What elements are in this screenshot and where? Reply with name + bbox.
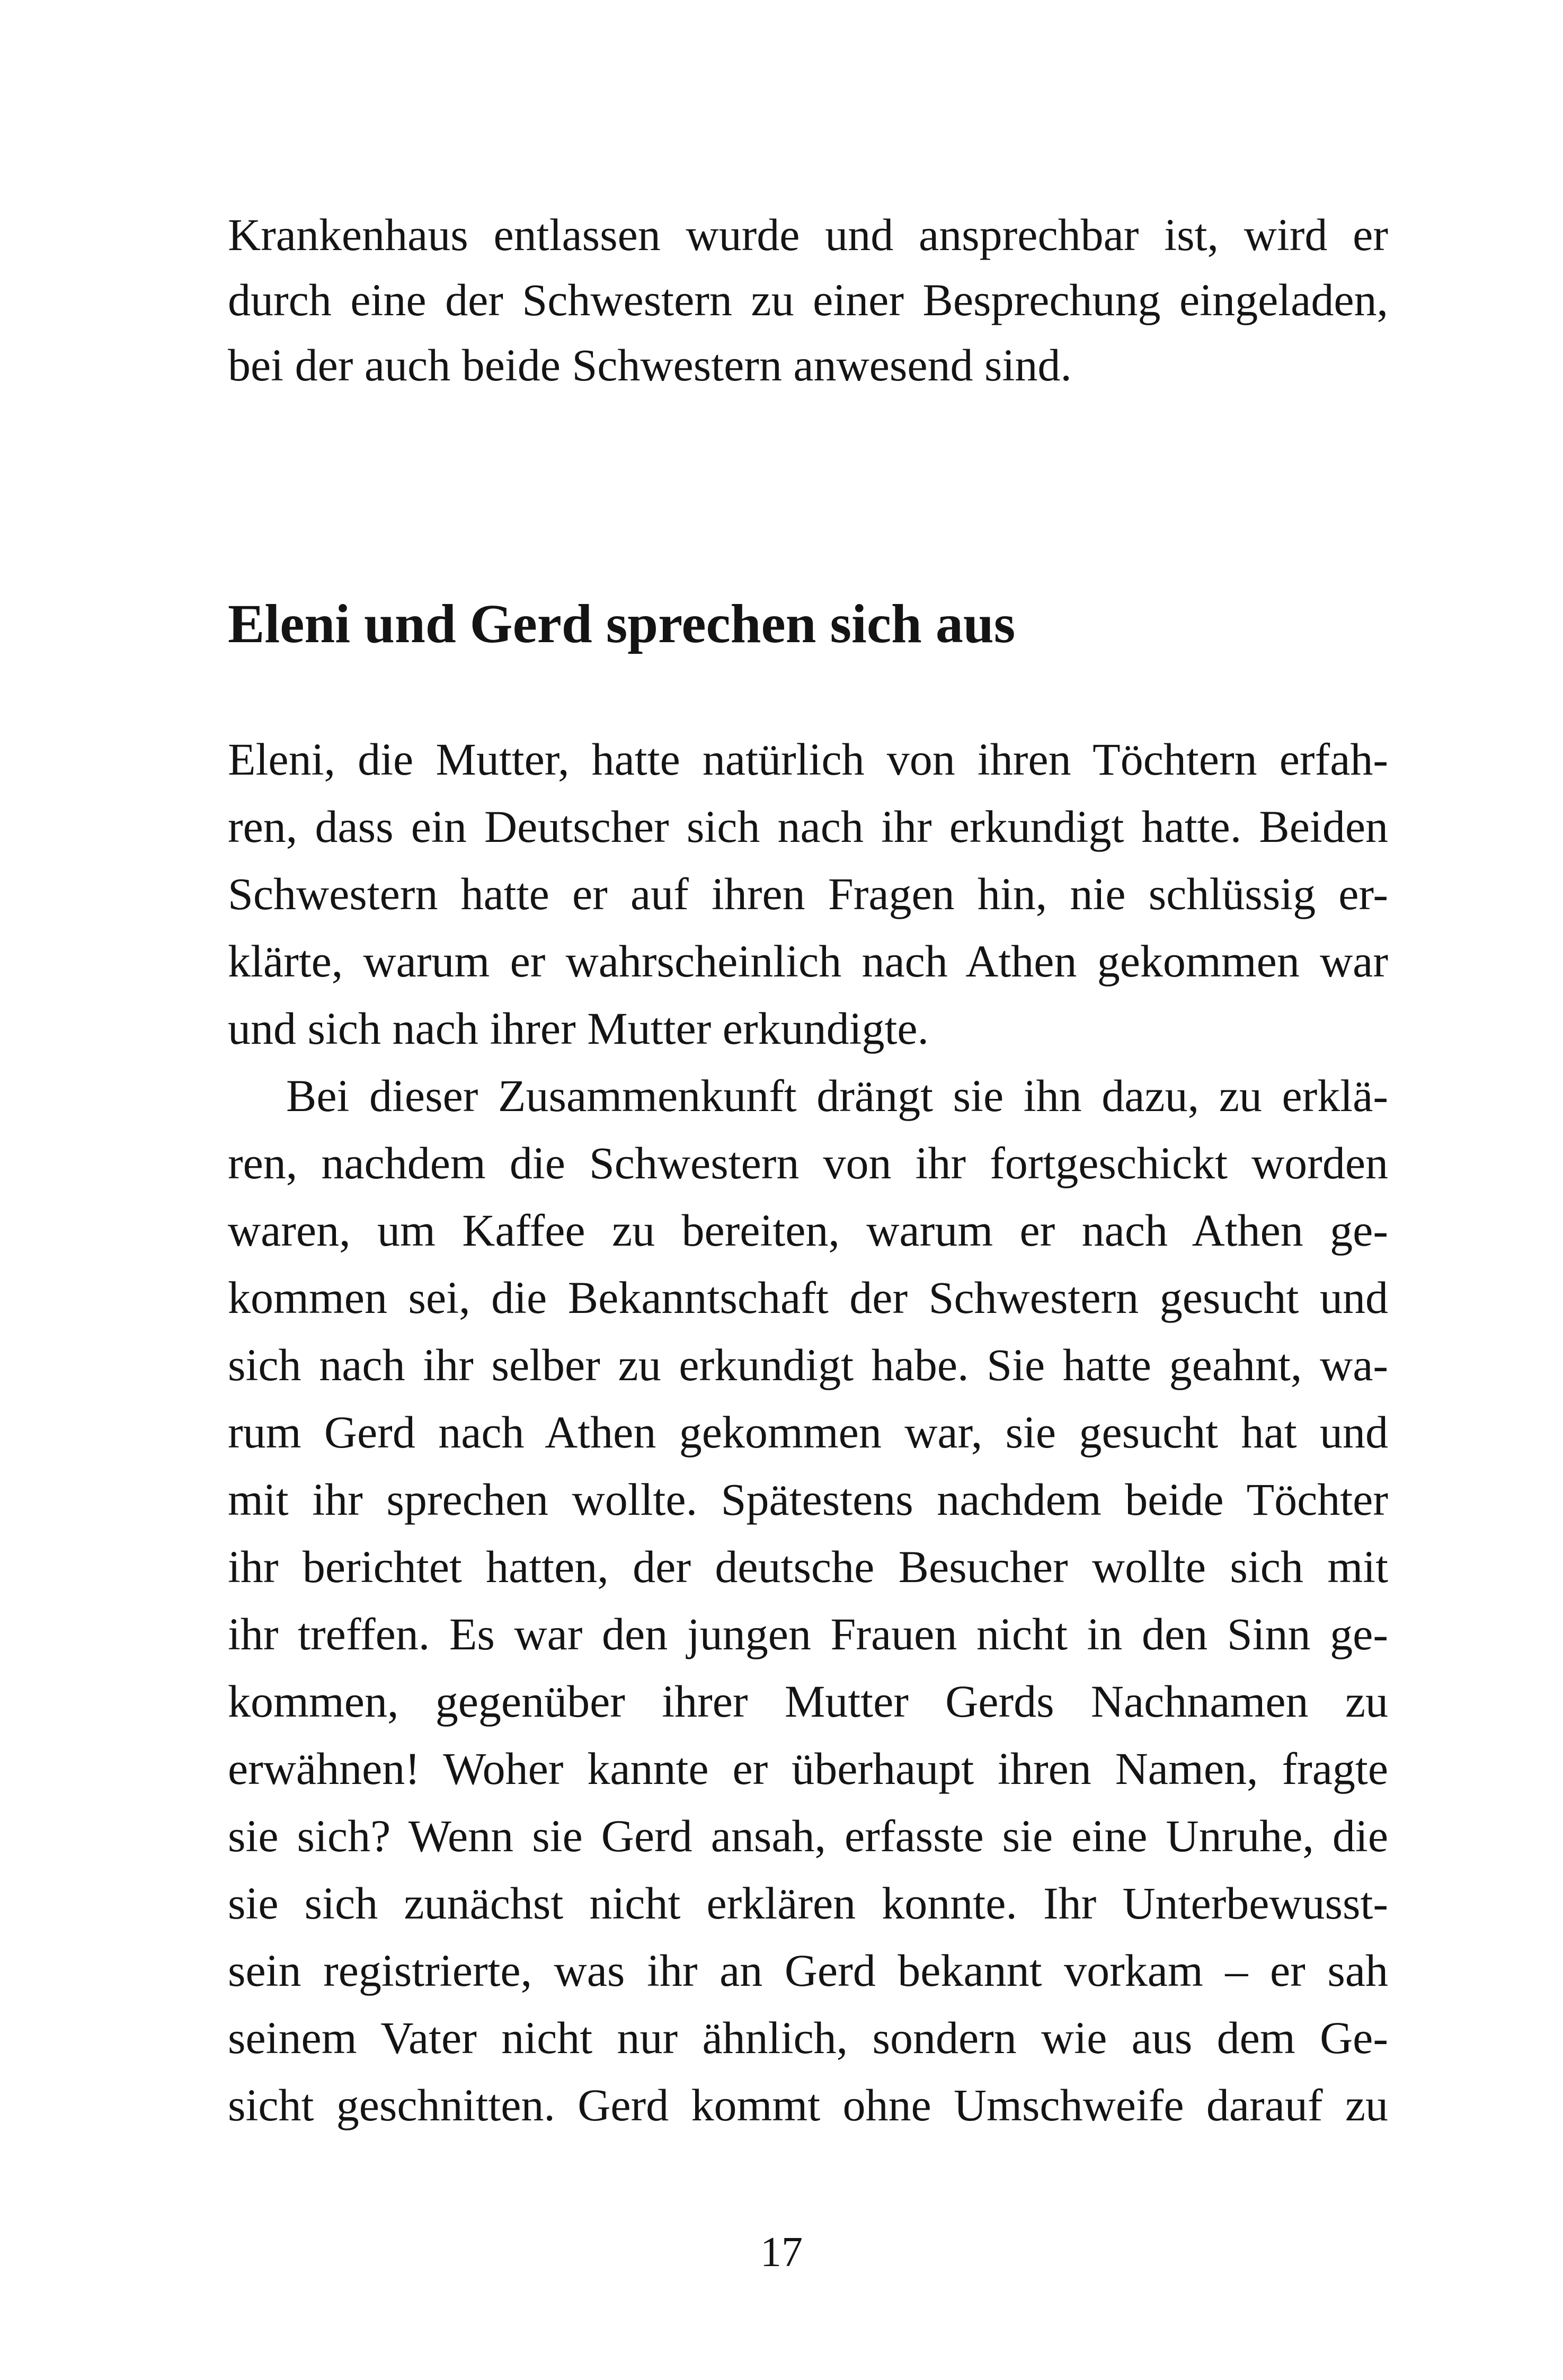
text-line: ren, dass ein Deutscher sich nach ihr erkundigt hatte. Beiden bbox=[228, 801, 1388, 852]
text-line: ihr berichtet hatten, der deutsche Besucher wollte sich mit bbox=[228, 1541, 1388, 1592]
text-line: sein registrierte, was ihr an Gerd bekannt vorkam – er sah bbox=[228, 1945, 1388, 1996]
text-line: sie sich zunächst nicht erklären konnte. Ihr Unterbewusst- bbox=[228, 1878, 1388, 1929]
text-line: sich nach ihr selber zu erkundigt habe. Sie hatte geahnt, wa- bbox=[228, 1339, 1388, 1390]
text-line: und sich nach ihrer Mutter erkundigte. bbox=[228, 1003, 929, 1054]
page-number: 17 bbox=[760, 2229, 803, 2276]
text-line: Schwestern hatte er auf ihren Fragen hin, nie schlüssig er- bbox=[228, 868, 1388, 919]
section-heading: Eleni und Gerd sprechen sich aus bbox=[228, 593, 1016, 654]
text-line: kommen sei, die Bekanntschaft der Schwestern gesucht und bbox=[228, 1272, 1388, 1323]
text-line: waren, um Kaffee zu bereiten, warum er nach Athen ge- bbox=[228, 1205, 1388, 1256]
text-line: rum Gerd nach Athen gekommen war, sie gesucht hat und bbox=[228, 1407, 1388, 1458]
text-line: mit ihr sprechen wollte. Spätestens nachdem beide Töchter bbox=[228, 1474, 1388, 1525]
text-line: Krankenhaus entlassen wurde und ansprechbar ist, wird er bbox=[228, 209, 1388, 260]
text-line: Eleni, die Mutter, hatte natürlich von ihren Töchtern erfah- bbox=[228, 734, 1388, 785]
text-line: seinem Vater nicht nur ähnlich, sondern wie aus dem Ge- bbox=[228, 2012, 1388, 2063]
text-line: sicht geschnitten. Gerd kommt ohne Umschweife darauf zu bbox=[228, 2080, 1388, 2130]
text-line: durch eine der Schwestern zu einer Besprechung eingeladen, bbox=[228, 274, 1388, 325]
text-line: ihr treffen. Es war den jungen Frauen nicht in den Sinn ge- bbox=[228, 1609, 1388, 1659]
text-line: kommen, gegenüber ihrer Mutter Gerds Nachnamen zu bbox=[228, 1676, 1388, 1727]
text-line: ren, nachdem die Schwestern von ihr fortgeschickt worden bbox=[228, 1138, 1388, 1188]
text-line: Bei dieser Zusammenkunft drängt sie ihn dazu, zu erklä- bbox=[286, 1070, 1388, 1121]
text-line: klärte, warum er wahrscheinlich nach Athen gekommen war bbox=[228, 936, 1388, 987]
text-line: bei der auch beide Schwestern anwesend sind. bbox=[228, 340, 1072, 390]
text-line: sie sich? Wenn sie Gerd ansah, erfasste sie eine Unruhe, die bbox=[228, 1810, 1388, 1861]
text-line: erwähnen! Woher kannte er überhaupt ihren Namen, fragte bbox=[228, 1743, 1388, 1794]
